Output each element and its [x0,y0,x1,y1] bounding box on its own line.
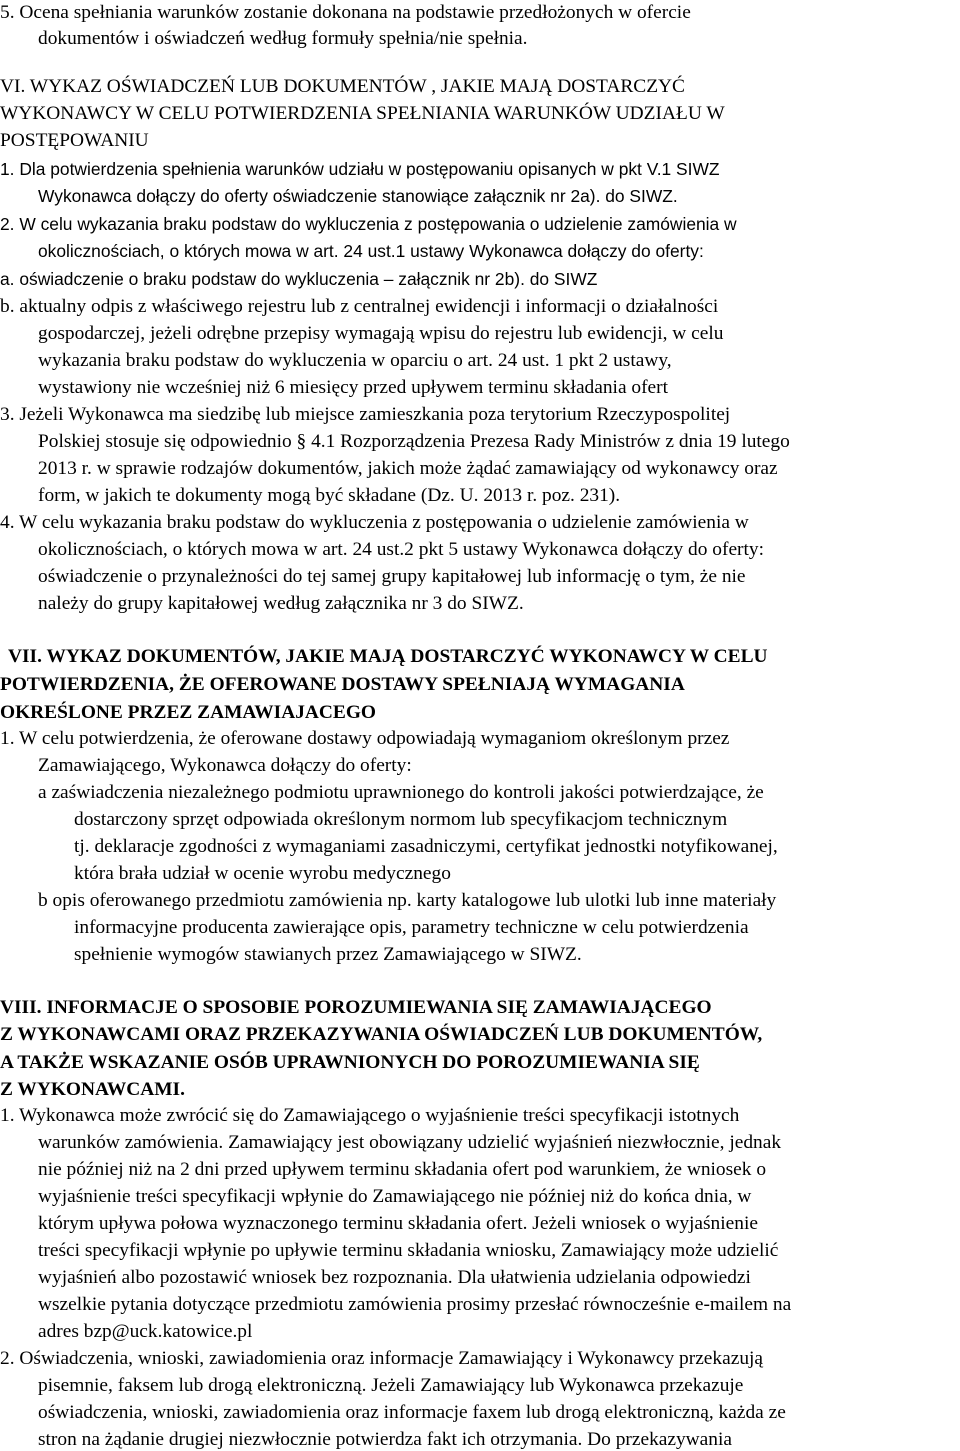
text-line: Zamawiającego, Wykonawca dołączy do oferty: [38,755,412,776]
text-line: 2013 r. w sprawie rodzajów dokumentów, jakich może żądać zamawiający od wykonawcy oraz [38,458,778,479]
text-line: 2. Oświadczenia, wnioski, zawiadomienia oraz informacje Zamawiający i Wykonawcy przekazują [0,1348,764,1369]
text-line: informacyjne producenta zawierające opis, parametry techniczne w celu potwierdzenia [74,917,749,938]
text-line: która brała udział w ocenie wyrobu medycznego [74,863,451,884]
text-line: wyjaśnień albo pozostawić wniosek bez rozpoznania. Dla ułatwienia udzielania odpowiedzi [38,1267,751,1288]
text-line: b opis oferowanego przedmiotu zamówienia np. karty katalogowe lub ulotki lub inne materiały [38,890,777,911]
section-heading: WYKONAWCY W CELU POTWIERDZENIA SPEŁNIANIA WARUNKÓW UDZIAŁU W [0,103,725,124]
text-line: pisemnie, faksem lub drogą elektroniczną. Jeżeli Zamawiający lub Wykonawca przekazuje [38,1375,744,1396]
text-line: wyjaśnienie treści specyfikacji wpłynie do Zamawiającego nie później niż do końca dnia, w [38,1186,752,1207]
text-line: 4. W celu wykazania braku podstaw do wykluczenia z postępowania o udzielenie zamówienia w [0,512,749,533]
text-line: gospodarczej, jeżeli odrębne przepisy wymagają wpisu do rejestru lub ewidencji, w celu [38,323,724,344]
text-line: 5. Ocena spełniania warunków zostanie dokonana na podstawie przedłożonych w ofercie [0,2,691,23]
text-line: należy do grupy kapitałowej według załącznika nr 3 do SIWZ. [38,593,524,614]
text-line: wystawiony nie wcześniej niż 6 miesięcy przed upływem terminu składania ofert [38,377,668,398]
text-line: dostarczony sprzęt odpowiada określonym normom lub specyfikacjom technicznym [74,809,728,830]
text-line: Polskiej stosuje się odpowiednio § 4.1 Rozporządzenia Prezesa Rady Ministrów z dnia 19 lutego [38,431,790,452]
section-heading: OKREŚLONE PRZEZ ZAMAWIAJACEGO [0,702,377,723]
section-heading: A TAKŻE WSKAZANIE OSÓB UPRAWNIONYCH DO POROZUMIEWANIA SIĘ [0,1052,700,1073]
section-heading: POSTĘPOWANIU [0,130,149,151]
text-line: tj. deklaracje zgodności z wymaganiami zasadniczymi, certyfikat jednostki notyfikowanej, [74,836,778,857]
text-line: wykazania braku podstaw do wykluczenia w oparciu o art. 24 ust. 1 pkt 2 ustawy, [38,350,672,371]
email-address-line: adres bzp@uck.katowice.pl [38,1321,253,1342]
text-line: 2. W celu wykazania braku podstaw do wykluczenia z postępowania o udzielenie zamówienia w [0,214,737,234]
section-heading: Z WYKONAWCAMI ORAZ PRZEKAZYWANIA OŚWIADCZEŃ LUB DOKUMENTÓW, [0,1024,763,1045]
text-line: a zaświadczenia niezależnego podmiotu uprawnionego do kontroli jakości potwierdzające, że [38,782,764,803]
text-line: form, w jakich te dokumenty mogą być składane (Dz. U. 2013 r. poz. 231). [38,485,621,506]
section-heading: POTWIERDZENIA, ŻE OFEROWANE DOSTAWY SPEŁNIAJĄ WYMAGANIA [0,674,685,695]
text-line: okolicznościach, o których mowa w art. 24 ust.1 ustawy Wykonawca dołączy do oferty: [38,241,704,261]
text-line: dokumentów i oświadczeń według formuły spełnia/nie spełnia. [38,28,528,49]
text-line: warunków zamówienia. Zamawiający jest obowiązany udzielić wyjaśnień niezwłocznie, jednak [38,1132,782,1153]
text-line: 1. Wykonawca może zwrócić się do Zamawiającego o wyjaśnienie treści specyfikacji istotnych [0,1105,740,1126]
text-line: którym upływa połowa wyznaczonego terminu składania ofert. Jeżeli wniosek o wyjaśnienie [38,1213,758,1234]
text-line: a. oświadczenie o braku podstaw do wykluczenia – załącznik nr 2b). do SIWZ [0,269,598,289]
text-line: nie później niż na 2 dni przed upływem terminu składania ofert pod warunkiem, że wniosek o [38,1159,767,1180]
text-line: b. aktualny odpis z właściwego rejestru lub z centralnej ewidencji i informacji o działalności [0,296,719,317]
text-line: 1. Dla potwierdzenia spełnienia warunków udziału w postępowaniu opisanych w pkt V.1 SIWZ [0,159,720,179]
text-line: oświadczenie o przynależności do tej samej grupy kapitałowej lub informację o tym, że nie [38,566,746,587]
text-line: oświadczenia, wnioski, zawiadomienia oraz informacje faxem lub drogą elektroniczną, każda ze [38,1402,786,1423]
section-heading: Z WYKONAWCAMI. [0,1079,185,1100]
text-line: wszelkie pytania dotyczące przedmiotu zamówienia prosimy przesłać równocześnie e-mailem na [38,1294,792,1315]
text-line: treści specyfikacji wpłynie po upływie terminu składania wniosku, Zamawiający może udzielić [38,1240,779,1261]
section-heading: VII. WYKAZ DOKUMENTÓW, JAKIE MAJĄ DOSTARCZYĆ WYKONAWCY W CELU [8,646,768,667]
text-line: 3. Jeżeli Wykonawca ma siedzibę lub miejsce zamieszkania poza terytorium Rzeczypospolitej [0,404,731,425]
text-line: spełnienie wymogów stawianych przez Zamawiającego w SIWZ. [74,944,582,965]
text-line: Wykonawca dołączy do oferty oświadczenie stanowiące załącznik nr 2a). do SIWZ. [38,186,678,206]
text-line: stron na żądanie drugiej niezwłocznie potwierdza fakt ich otrzymania. Do przekazywania [38,1429,732,1450]
section-heading: VIII. INFORMACJE O SPOSOBIE POROZUMIEWANIA SIĘ ZAMAWIAJĄCEGO [0,997,712,1018]
text-line: 1. W celu potwierdzenia, że oferowane dostawy odpowiadają wymaganiom określonym przez [0,728,730,749]
text-line: okolicznościach, o których mowa w art. 24 ust.2 pkt 5 ustawy Wykonawca dołączy do oferty: [38,539,764,560]
section-heading: VI. WYKAZ OŚWIADCZEŃ LUB DOKUMENTÓW , JAKIE MAJĄ DOSTARCZYĆ [0,76,685,97]
